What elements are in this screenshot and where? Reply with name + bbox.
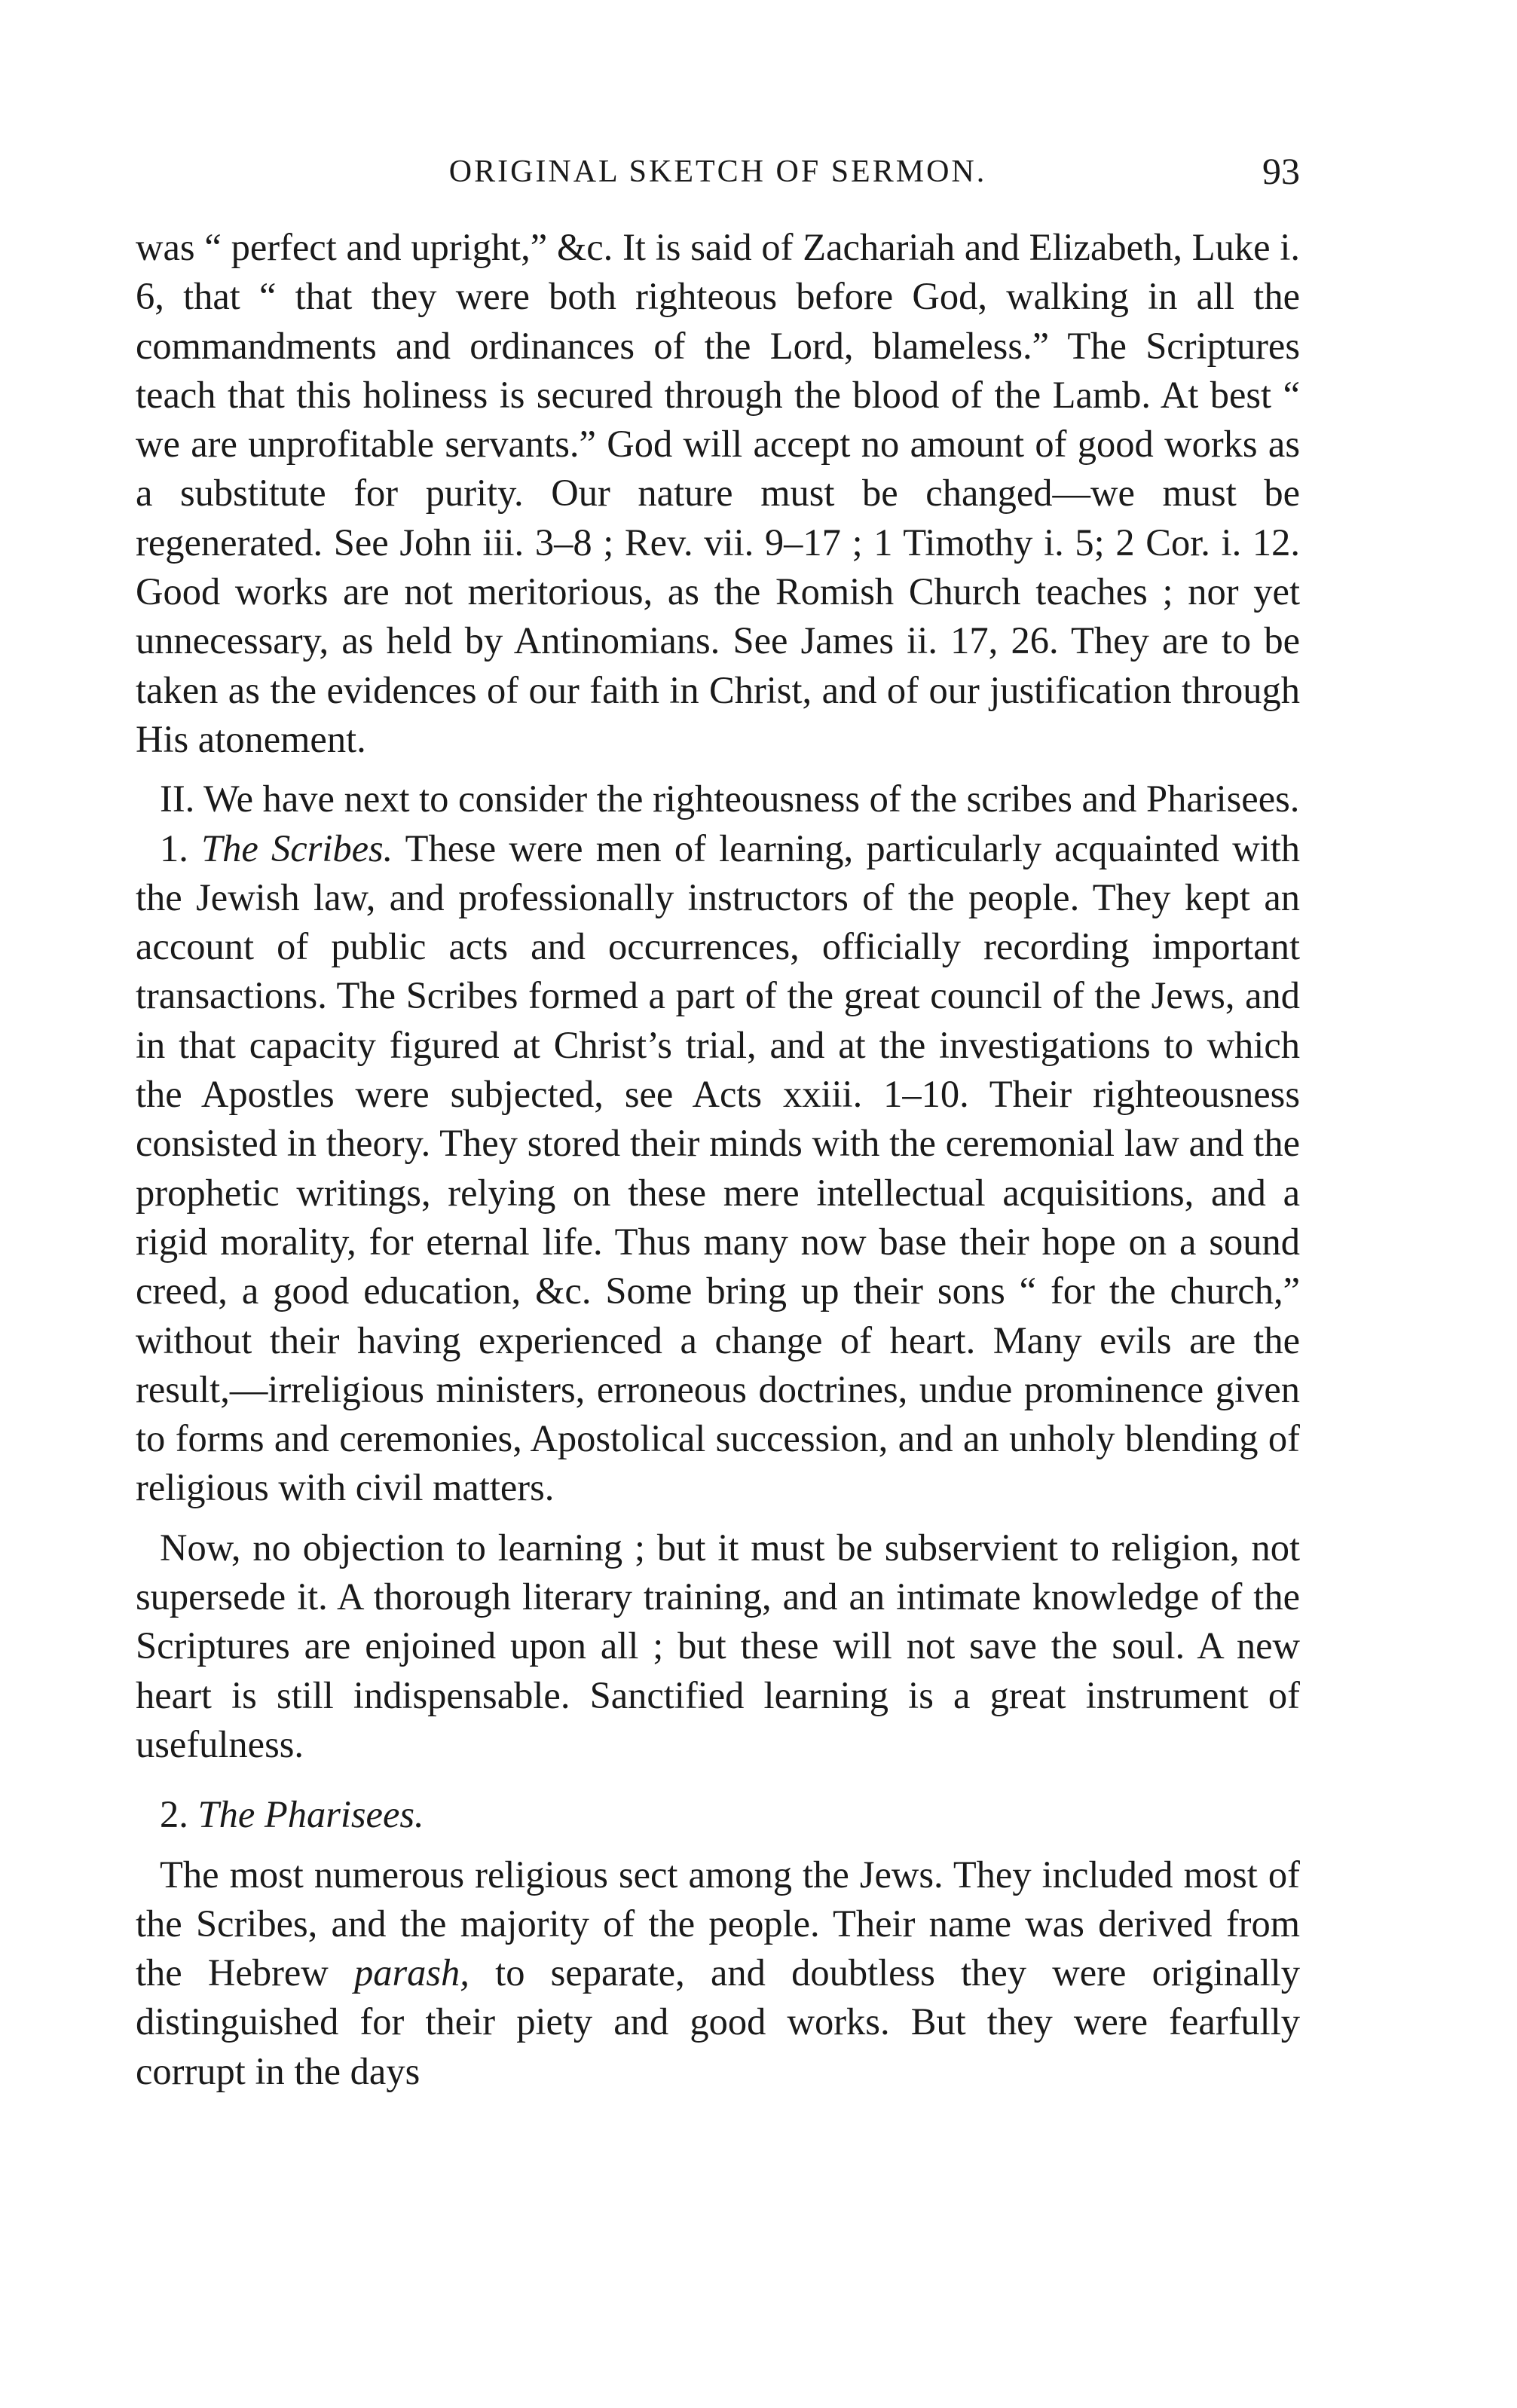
pharisees-text-b: to separate, and doubtless they were originally distinguished for their piety and good works. But they were fearfully corrupt in the days <box>136 1951 1300 2092</box>
paragraph-pharisees <box>136 1850 1300 2096</box>
pharisees-heading-line <box>136 1790 1300 1839</box>
running-head <box>136 148 1300 193</box>
scribes-heading: The Scribes. <box>201 827 393 869</box>
paragraph-learning: Now, no objection to learning ; but it must be subservient to religion, not supersede it. A thorough literary training, and an intimate knowledge of the Scriptures are enjoined upon all ; but these will not save the soul. A new heart is still indispensable. Sanctified learning is a great instrument of usefulness. <box>136 1526 1300 1765</box>
page-number: 93 <box>1262 150 1300 192</box>
running-title: ORIGINAL SKETCH OF SERMON. <box>448 154 987 189</box>
hebrew-word: parash, <box>354 1951 469 1994</box>
pharisees-number: 2. <box>160 1793 188 1836</box>
paragraph-scribes <box>136 824 1300 1513</box>
paragraph-section-two: II. We have next to consider the righteousness of the scribes and Pharisees. <box>160 778 1300 820</box>
scribes-number: 1. <box>160 827 188 869</box>
body-text <box>136 223 1300 2096</box>
paragraph-continued: was “ perfect and upright,” &c. It is said of Zachariah and Elizabeth, Luke i. 6, that “ that they were both righteous before God, walking in all the commandments and ordinances of the Lord, blameless.” The Scriptures teach that this holiness is secured through the blood of the Lamb. At best “ we are unprofitable servants.” God will accept no amount of good works as a substitute for purity. Our nature must be changed—we must be regenerated. See John iii. 3–8 ; Rev. vii. 9–17 ; 1 Timothy i. 5; 2 Cor. i. 12. Good works are not meritorious, as the Romish Church teaches ; nor yet unnecessary, as held by Antinomians. See James ii. 17, 26. They are to be taken as the evidences of our faith in Christ, and of our justification through His atonement. <box>136 226 1300 760</box>
scribes-text: These were men of learning, particularly acquainted with the Jewish law, and professionally instructors of the people. They kept an account of public acts and occurrences, officially recording important transactions. The Scribes formed a part of the great council of the Jews, and in that capacity figured at Christ’s trial, and at the investigations to which the Apostles were subjected, see Acts xxiii. 1–10. Their righteousness consisted in theory. They stored their minds with the ceremonial law and the prophetic writings, relying on these mere intellectual acquisitions, and a rigid morality, for eternal life. Thus many now base their hope on a sound creed, a good education, &c. Some bring up their sons “ for the church,” without their having experienced a change of heart. Many evils are the result,—irreligious ministers, erroneous doctrines, undue prominence given to forms and ceremonies, Apostolical succession, and an unholy blending of religious with civil matters. <box>136 827 1301 1509</box>
pharisees-heading: The Pharisees. <box>197 1793 424 1836</box>
pharisees-text-a: The most numerous religious sect among the Jews. They included most of the Scribes, and the majority of the people. Their name was derived from the Hebrew <box>136 1853 1300 1994</box>
